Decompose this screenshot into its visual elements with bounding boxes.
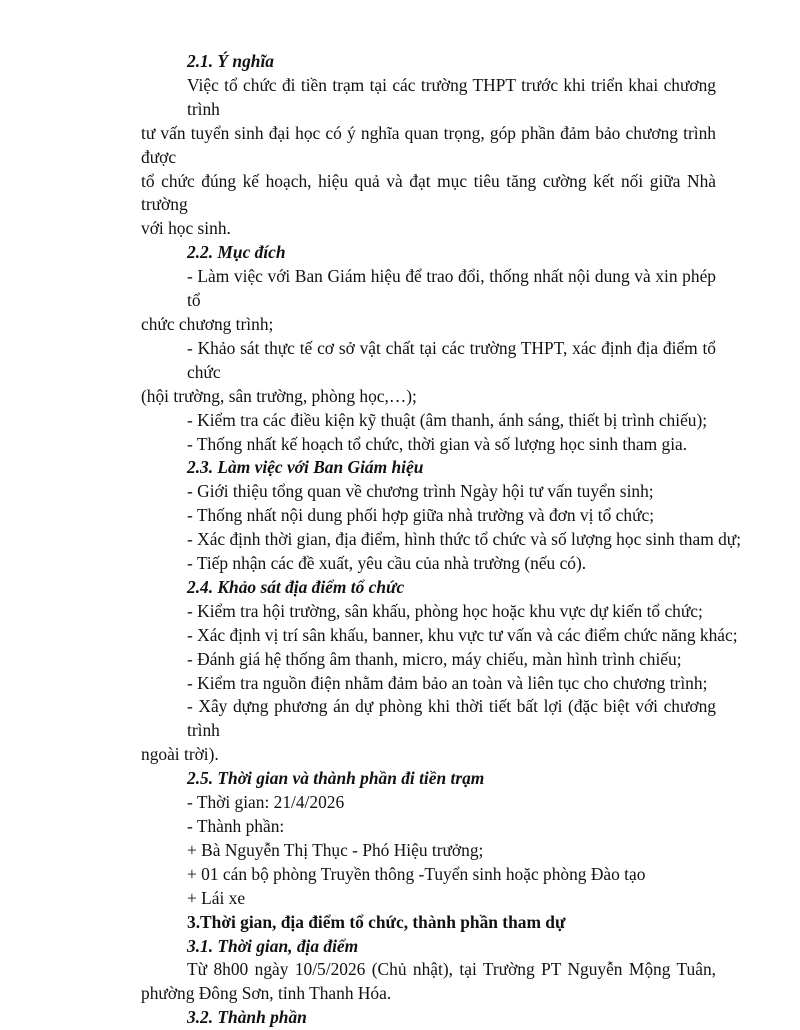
paragraph-line: tư vấn tuyển sinh đại học có ý nghĩa quan trọng, góp phần đảm bảo chương trình được — [141, 122, 716, 167]
heading-2-2: 2.2. Mục đích — [187, 242, 286, 263]
heading-3-1: 3.1. Thời gian, địa điểm — [187, 935, 359, 956]
paragraph-line: với học sinh. — [141, 218, 231, 239]
list-item: - Thời gian: 21/4/2026 — [187, 792, 345, 813]
heading-2-4: 2.4. Khảo sát địa điểm tổ chức — [187, 576, 405, 597]
list-item: - Tiếp nhận các đề xuất, yêu cầu của nhà trường (nếu có). — [187, 553, 587, 574]
document-body — [141, 50, 742, 1030]
list-item: - Giới thiệu tổng quan về chương trình Ngày hội tư vấn tuyển sinh; — [187, 481, 654, 502]
list-item: - Thành phần: — [187, 816, 285, 836]
heading-3-2: 3.2. Thành phần — [187, 1007, 307, 1028]
list-item: + Lái xe — [187, 887, 246, 908]
heading-2-3: 2.3. Làm việc với Ban Giám hiệu — [187, 457, 424, 478]
paragraph-line: Việc tổ chức đi tiền trạm tại các trường THPT trước khi triển khai chương trình — [187, 74, 716, 119]
list-item: + 01 cán bộ phòng Truyền thông -Tuyển sinh hoặc phòng Đào tạo — [187, 863, 646, 884]
list-item: - Kiểm tra nguồn điện nhằm đảm bảo an toàn và liên tục cho chương trình; — [187, 672, 708, 693]
list-item: + Bà Nguyễn Thị Thục - Phó Hiệu trưởng; — [187, 839, 484, 860]
list-item: - Thống nhất kế hoạch tổ chức, thời gian và số lượng học sinh tham gia. — [187, 433, 688, 454]
list-item: - Kiểm tra hội trường, sân khấu, phòng học hoặc khu vực dự kiến tổ chức; — [187, 600, 703, 621]
heading-2-5: 2.5. Thời gian và thành phần đi tiền trạm — [187, 768, 485, 789]
list-item: - Đánh giá hệ thống âm thanh, micro, máy chiếu, màn hình trình chiếu; — [187, 648, 682, 669]
paragraph-line: phường Đông Sơn, tỉnh Thanh Hóa. — [141, 983, 392, 1004]
list-item: - Xác định thời gian, địa điểm, hình thức tổ chức và số lượng học sinh tham dự; — [187, 529, 742, 550]
list-item: - Làm việc với Ban Giám hiệu để trao đổi, thống nhất nội dung và xin phép tổ — [187, 266, 716, 311]
list-item: - Kiểm tra các điều kiện kỹ thuật (âm thanh, ánh sáng, thiết bị trình chiếu); — [187, 409, 708, 430]
paragraph-line: Từ 8h00 ngày 10/5/2026 (Chủ nhật), tại Trường PT Nguyễn Mộng Tuân, — [187, 959, 716, 980]
heading-3: 3.Thời gian, địa điểm tổ chức, thành phần tham dự — [187, 911, 566, 932]
list-item: - Khảo sát thực tế cơ sở vật chất tại các trường THPT, xác định địa điểm tổ chức — [187, 337, 716, 382]
list-item: - Thống nhất nội dung phối hợp giữa nhà trường và đơn vị tổ chức; — [187, 505, 655, 526]
heading-2-1: 2.1. Ý nghĩa — [187, 51, 274, 71]
list-item-continuation: (hội trường, sân trường, phòng học,…); — [141, 385, 417, 406]
list-item-continuation: ngoài trời). — [141, 744, 219, 765]
paragraph-line: tổ chức đúng kế hoạch, hiệu quả và đạt mục tiêu tăng cường kết nối giữa Nhà trường — [141, 170, 716, 215]
list-item-continuation: chức chương trình; — [141, 313, 274, 334]
list-item: - Xây dựng phương án dự phòng khi thời tiết bất lợi (đặc biệt với chương trình — [187, 696, 716, 741]
list-item: - Xác định vị trí sân khấu, banner, khu vực tư vấn và các điểm chức năng khác; — [187, 624, 738, 645]
